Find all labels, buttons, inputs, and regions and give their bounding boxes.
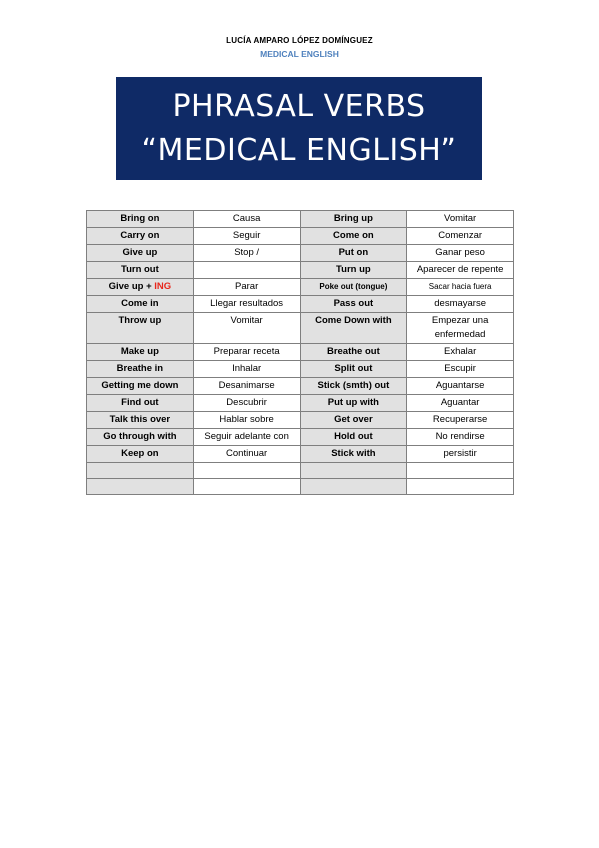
verb-cell: Split out: [300, 361, 407, 378]
verb-cell: Find out: [87, 395, 194, 412]
verb-cell: Come in: [87, 296, 194, 313]
verb-cell: Pass out: [300, 296, 407, 313]
meaning-cell: Comenzar: [407, 228, 514, 245]
table-row: [87, 262, 514, 279]
meaning-cell: [407, 479, 514, 495]
verb-cell: Make up: [87, 344, 194, 361]
meaning-cell: Desanimarse: [193, 378, 300, 395]
verb-cell: Getting me down: [87, 378, 194, 395]
table-row: [87, 296, 514, 313]
verb-text: Give up +: [108, 281, 155, 292]
table-row: [87, 463, 514, 479]
meaning-cell: Preparar receta: [193, 344, 300, 361]
meaning-cell: Empezar una enfermedad: [407, 313, 514, 344]
meaning-cell: Aparecer de repente: [407, 262, 514, 279]
meaning-cell: Recuperarse: [407, 412, 514, 429]
meaning-cell: Sacar hacia fuera: [407, 279, 514, 296]
verb-cell: [87, 463, 194, 479]
verb-cell: Come on: [300, 228, 407, 245]
verb-cell: Throw up: [87, 313, 194, 344]
verb-cell: Poke out (tongue): [300, 279, 407, 296]
meaning-cell: desmayarse: [407, 296, 514, 313]
meaning-cell: persistir: [407, 446, 514, 463]
verb-cell: Bring on: [87, 211, 194, 228]
verb-cell: Breathe in: [87, 361, 194, 378]
meaning-cell: Vomitar: [407, 211, 514, 228]
table-row: [87, 429, 514, 446]
table-row: [87, 228, 514, 245]
verb-cell: Put up with: [300, 395, 407, 412]
title-line-1: PHRASAL VERBS: [172, 89, 426, 124]
verb-cell: Stick (smth) out: [300, 378, 407, 395]
verb-cell: Talk this over: [87, 412, 194, 429]
subject-heading: MEDICAL ENGLISH: [260, 49, 339, 59]
verb-cell: Come Down with: [300, 313, 407, 344]
ing-highlight: ING: [154, 281, 172, 292]
verb-cell: Breathe out: [300, 344, 407, 361]
meaning-cell: Stop /: [193, 245, 300, 262]
meaning-cell: Escupir: [407, 361, 514, 378]
meaning-cell: Exhalar: [407, 344, 514, 361]
meaning-cell: Llegar resultados: [193, 296, 300, 313]
verb-cell: Keep on: [87, 446, 194, 463]
meaning-cell: Inhalar: [193, 361, 300, 378]
table-row: [87, 313, 514, 344]
table-row: [87, 279, 514, 296]
author-name: LUCÍA AMPARO LÓPEZ DOMÍNGUEZ: [226, 36, 373, 45]
meaning-cell: [193, 463, 300, 479]
table-row: [87, 412, 514, 429]
phrasal-verbs-table: [86, 210, 514, 495]
table-row: [87, 446, 514, 463]
verb-cell: [87, 479, 194, 495]
meaning-cell: Hablar sobre: [193, 412, 300, 429]
table-row: [87, 245, 514, 262]
meaning-cell: Vomitar: [193, 313, 300, 344]
verb-cell: [87, 279, 194, 296]
meaning-cell: [193, 262, 300, 279]
verb-cell: Turn out: [87, 262, 194, 279]
meaning-cell: Seguir: [193, 228, 300, 245]
meaning-cell: Seguir adelante con: [193, 429, 300, 446]
title-line-2: “MEDICAL ENGLISH”: [141, 133, 457, 168]
meaning-cell: Causa: [193, 211, 300, 228]
verb-cell: Stick with: [300, 446, 407, 463]
table-row: [87, 211, 514, 228]
meaning-cell: Continuar: [193, 446, 300, 463]
verb-cell: Give up: [87, 245, 194, 262]
title-banner: [116, 77, 482, 180]
table-row: [87, 395, 514, 412]
verb-cell: Get over: [300, 412, 407, 429]
verb-cell: Hold out: [300, 429, 407, 446]
meaning-cell: Aguantar: [407, 395, 514, 412]
table-row: [87, 479, 514, 495]
meaning-cell: Descubrir: [193, 395, 300, 412]
meaning-cell: Aguantarse: [407, 378, 514, 395]
table-row: [87, 344, 514, 361]
meaning-cell: [193, 479, 300, 495]
meaning-cell: Ganar peso: [407, 245, 514, 262]
verb-cell: Turn up: [300, 262, 407, 279]
verb-cell: [300, 463, 407, 479]
meaning-cell: [407, 463, 514, 479]
verb-cell: [300, 479, 407, 495]
verb-cell: Go through with: [87, 429, 194, 446]
verb-cell: Bring up: [300, 211, 407, 228]
verb-cell: Carry on: [87, 228, 194, 245]
meaning-cell: No rendirse: [407, 429, 514, 446]
verb-cell: Put on: [300, 245, 407, 262]
table-row: [87, 361, 514, 378]
table-row: [87, 378, 514, 395]
meaning-cell: Parar: [193, 279, 300, 296]
